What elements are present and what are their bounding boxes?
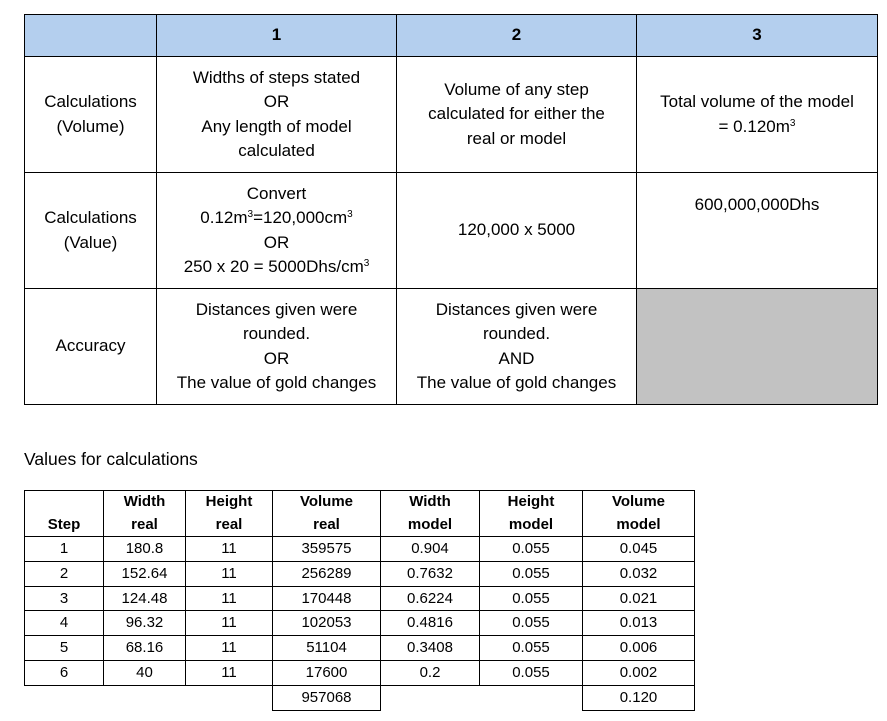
- cell-width-real: 68.16: [104, 636, 186, 661]
- rubric-header-row: [25, 15, 878, 57]
- rubric-cell: [157, 289, 397, 405]
- cell-line: The value of gold changes: [176, 373, 377, 392]
- cell-width-model: 0.6224: [381, 586, 480, 611]
- rubric-cell: [397, 57, 637, 173]
- rubric-cell: [637, 57, 878, 173]
- header-volume-real: Volume real: [273, 491, 381, 537]
- cell-width-real: 96.32: [104, 611, 186, 636]
- table-row: [25, 561, 695, 586]
- total-volume-model: 0.120: [583, 685, 695, 710]
- header-width-model: Width model: [381, 491, 480, 537]
- cell-height-real: 11: [186, 561, 273, 586]
- rubric-row-value: [25, 173, 878, 289]
- rubric-row-label: [25, 289, 157, 405]
- rubric-row-label: [25, 173, 157, 289]
- cell-width-model: 0.7632: [381, 561, 480, 586]
- cell-line: OR: [263, 348, 290, 368]
- blank-cell: [186, 685, 273, 710]
- cell-line: = $0.120m^3$: [718, 116, 796, 136]
- cell-line: Widths of steps stated: [192, 67, 361, 87]
- cell-line: Any length of model: [201, 116, 352, 136]
- header-step: Step: [25, 491, 104, 537]
- cell-line: Distances given were: [435, 299, 598, 319]
- cell-volume-real: 102053: [273, 611, 381, 636]
- cell-height-model: 0.055: [480, 611, 583, 636]
- rubric-cell: [157, 173, 397, 289]
- rubric-header-level-1: 1: [157, 15, 397, 57]
- cell-width-real: 152.64: [104, 561, 186, 586]
- values-table: [24, 490, 695, 711]
- rubric-cell-shaded: [637, 289, 878, 405]
- cell-height-model: 0.055: [480, 636, 583, 661]
- cell-step: 5: [25, 636, 104, 661]
- cell-line: 120,000 x 5000: [457, 220, 576, 240]
- cell-height-model: 0.055: [480, 561, 583, 586]
- header-height-model: Height model: [480, 491, 583, 537]
- cell-volume-real: 170448: [273, 586, 381, 611]
- cell-height-model: 0.055: [480, 660, 583, 685]
- cell-width-real: 180.8: [104, 537, 186, 562]
- cell-line: calculated: [238, 141, 315, 160]
- values-totals-row: [25, 685, 695, 710]
- values-caption: Values for calculations: [24, 449, 198, 469]
- rubric-row-label: [25, 57, 157, 173]
- label-line: (Volume): [56, 116, 125, 136]
- label-line: Calculations: [44, 92, 137, 111]
- cell-volume-model: 0.006: [583, 636, 695, 661]
- rubric-header-level-2: 2: [397, 15, 637, 57]
- cell-height-real: 11: [186, 537, 273, 562]
- cell-step: 6: [25, 660, 104, 685]
- rubric-row-volume: [25, 57, 878, 173]
- cell-volume-model: 0.021: [583, 586, 695, 611]
- cell-volume-model: 0.032: [583, 561, 695, 586]
- table-row: [25, 636, 695, 661]
- cell-line: calculated for either the: [428, 104, 605, 124]
- cell-line: Convert: [246, 183, 307, 203]
- rubric-row-accuracy: [25, 289, 878, 405]
- values-header-row: [25, 491, 695, 537]
- label-line: Calculations: [44, 208, 137, 227]
- cell-height-real: 11: [186, 586, 273, 611]
- cell-line: real or model: [466, 128, 567, 148]
- blank-cell: [104, 685, 186, 710]
- cell-line: Distances given were: [195, 299, 358, 319]
- cell-width-real: 40: [104, 660, 186, 685]
- cell-height-real: 11: [186, 660, 273, 685]
- values-body: [25, 537, 695, 686]
- cell-line: rounded.: [242, 324, 311, 343]
- cell-volume-real: 359575: [273, 537, 381, 562]
- cell-line: AND: [498, 348, 535, 368]
- cell-width-real: 124.48: [104, 586, 186, 611]
- cell-width-model: 0.4816: [381, 611, 480, 636]
- cell-height-model: 0.055: [480, 586, 583, 611]
- cell-line: Volume of any step: [444, 79, 589, 99]
- rubric-cell: [157, 57, 397, 173]
- cell-line: rounded.: [482, 324, 551, 343]
- cell-step: 4: [25, 611, 104, 636]
- rubric-header-blank: [25, 15, 157, 57]
- label-line: (Value): [63, 232, 118, 252]
- cell-height-real: 11: [186, 636, 273, 661]
- cell-width-model: 0.904: [381, 537, 480, 562]
- cell-volume-model: 0.002: [583, 660, 695, 685]
- cell-step: 1: [25, 537, 104, 562]
- cell-height-real: 11: [186, 611, 273, 636]
- cell-step: 2: [25, 561, 104, 586]
- table-row: [25, 660, 695, 685]
- blank-cell: [480, 685, 583, 710]
- blank-cell: [381, 685, 480, 710]
- cell-width-model: 0.3408: [381, 636, 480, 661]
- cell-line: 600,000,000Dhs: [694, 195, 820, 214]
- header-volume-model: Volume model: [583, 491, 695, 537]
- table-row: [25, 611, 695, 636]
- blank-cell: [25, 685, 104, 710]
- rubric-cell: [397, 173, 637, 289]
- total-volume-real: 957068: [273, 685, 381, 710]
- rubric-table: [24, 14, 878, 405]
- cell-line: OR: [263, 92, 290, 111]
- table-row: [25, 537, 695, 562]
- cell-height-model: 0.055: [480, 537, 583, 562]
- cell-volume-model: 0.045: [583, 537, 695, 562]
- cell-volume-real: 17600: [273, 660, 381, 685]
- cell-volume-real: 256289: [273, 561, 381, 586]
- cell-line: OR: [263, 232, 290, 252]
- cell-line: Total volume of the model: [660, 92, 854, 111]
- cell-volume-model: 0.013: [583, 611, 695, 636]
- cell-line: The value of gold changes: [416, 373, 617, 392]
- header-width-real: Width real: [104, 491, 186, 537]
- cell-width-model: 0.2: [381, 660, 480, 685]
- rubric-header-level-3: 3: [637, 15, 878, 57]
- header-height-real: Height real: [186, 491, 273, 537]
- rubric-cell: [397, 289, 637, 405]
- rubric-cell: [637, 173, 878, 289]
- label-line: Accuracy: [55, 336, 126, 356]
- cell-line: $0.12m^3=120,000cm^3$: [200, 208, 353, 227]
- table-row: [25, 586, 695, 611]
- cell-volume-real: 51104: [273, 636, 381, 661]
- cell-line: 250 x $20 = 5000Dhs/cm^3$: [183, 257, 370, 276]
- cell-step: 3: [25, 586, 104, 611]
